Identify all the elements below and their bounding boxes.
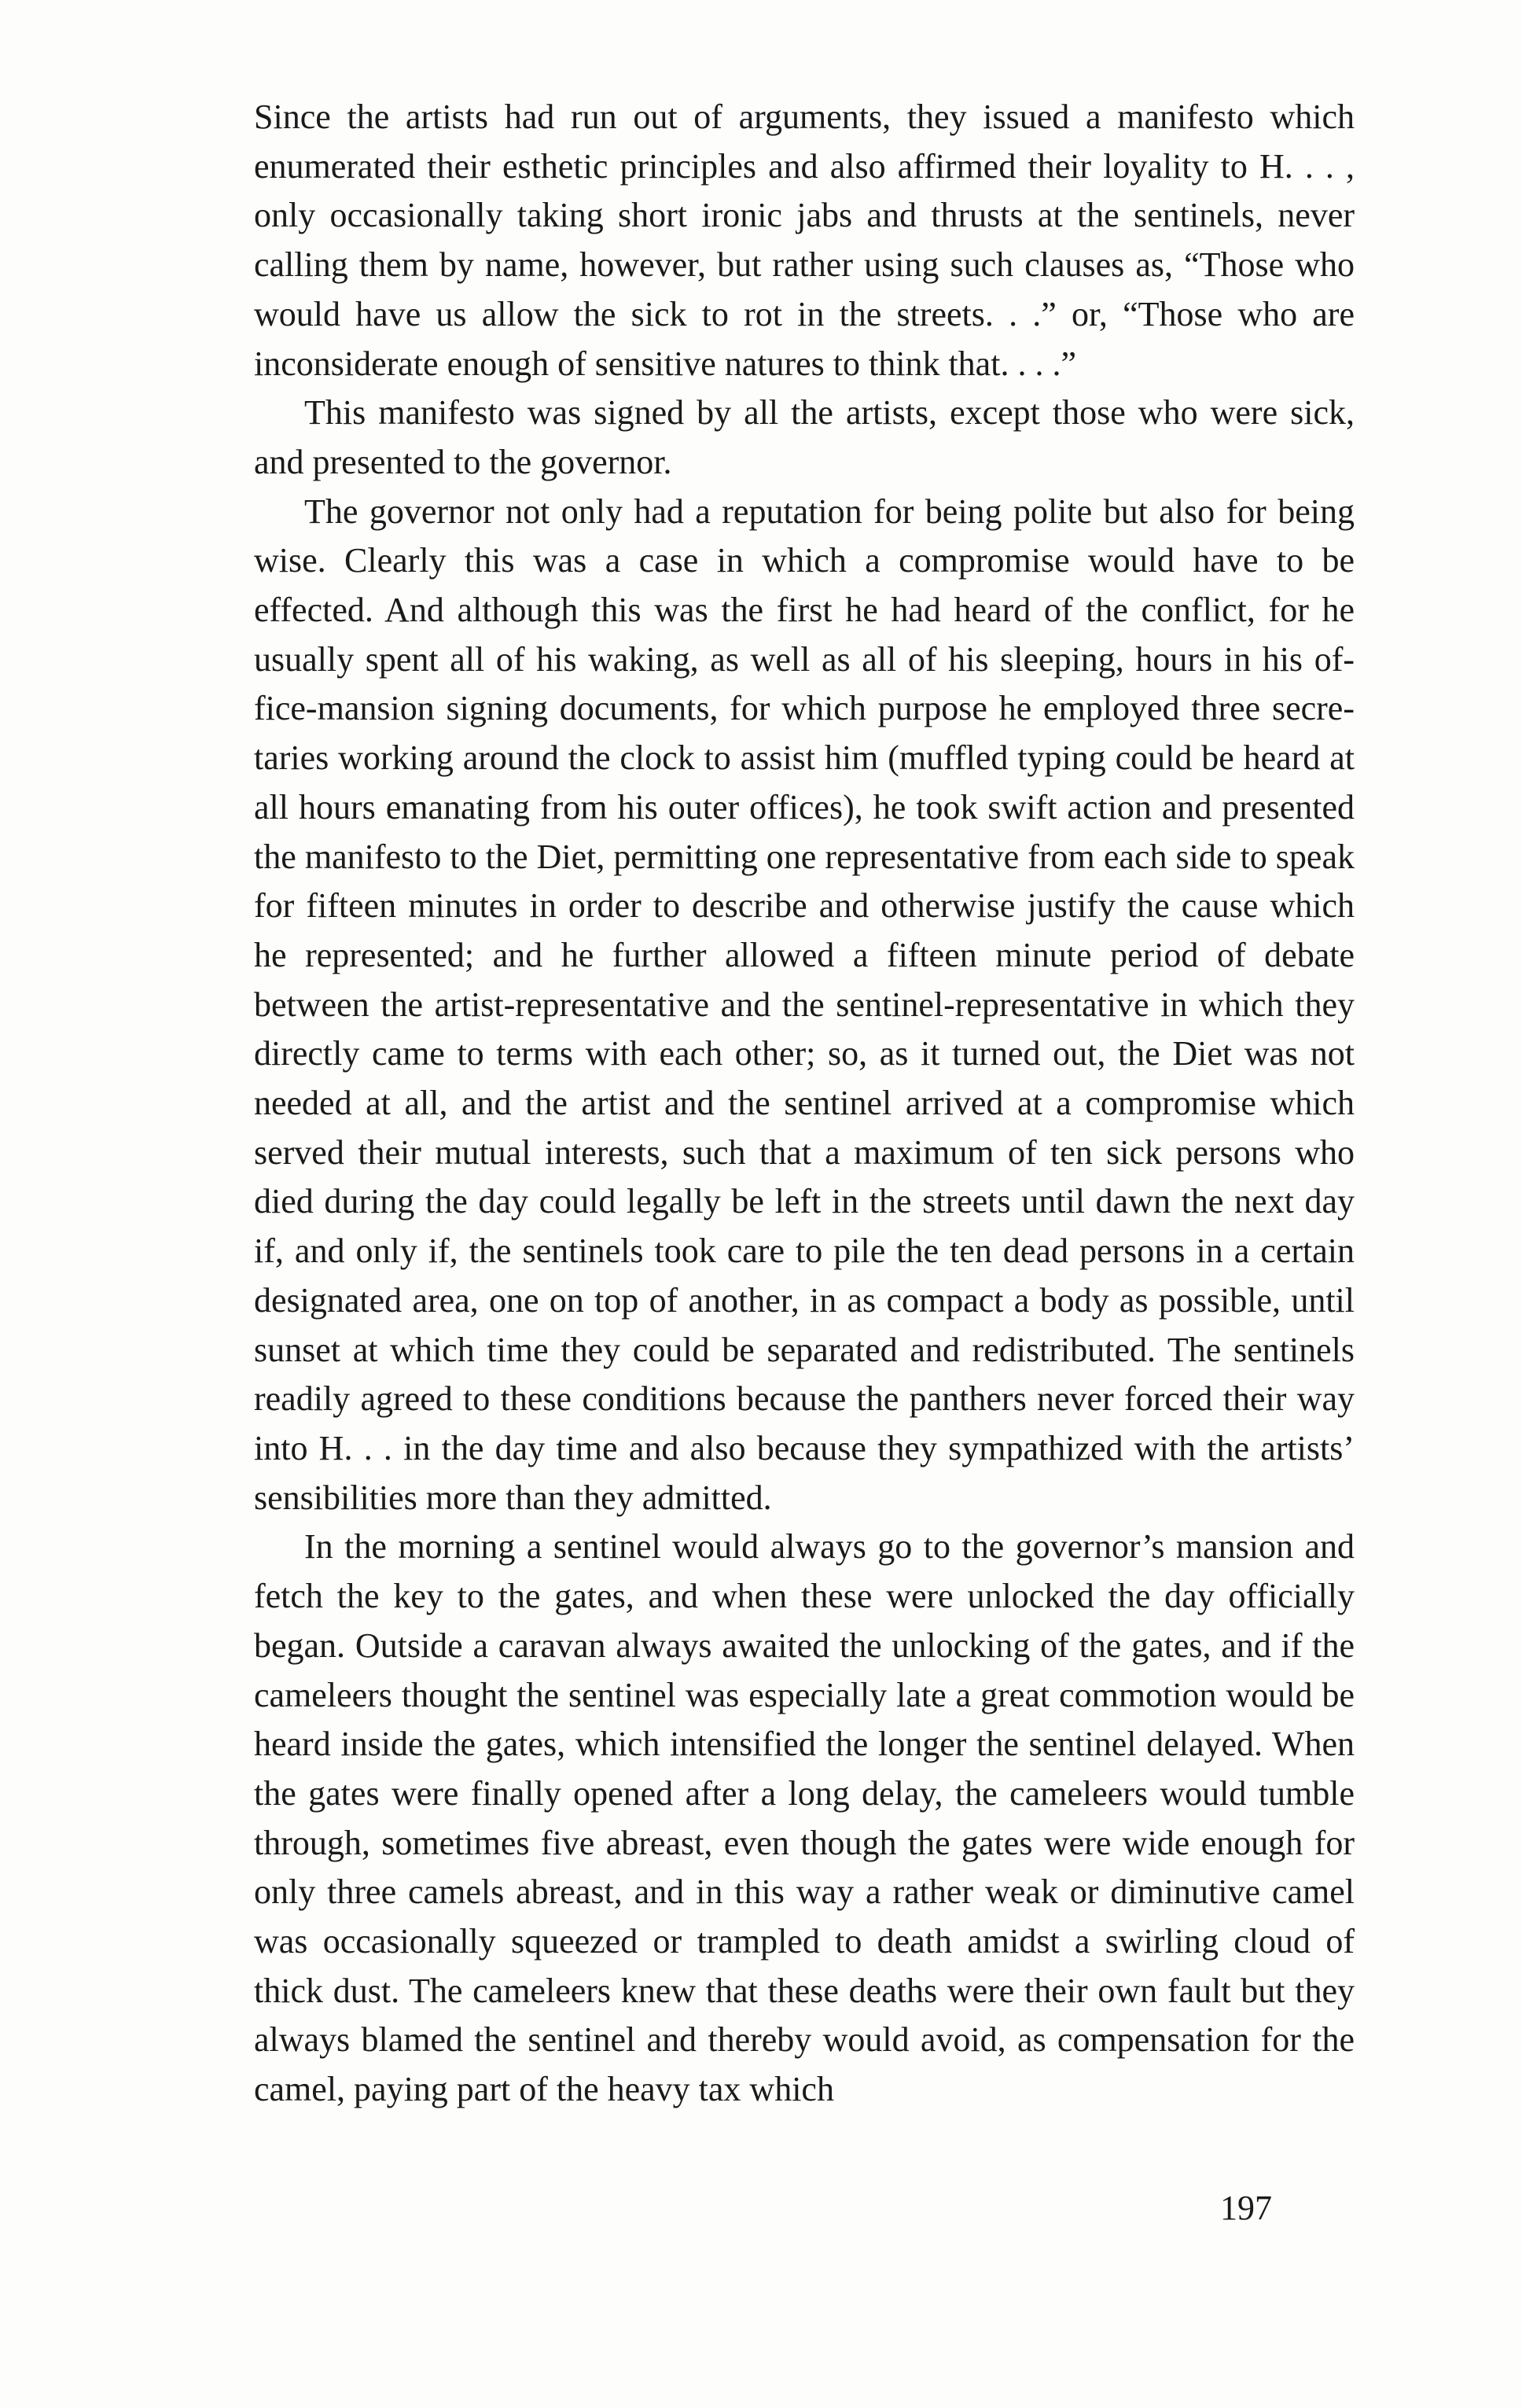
paragraph-governor-compromise: The governor not only had a reputation for being polite but also for being wise. Clearly this was a case in which a compromise would have to be effected. And although this was the first he had heard of the conflict, for he usually spent all of his waking, as well as all of his sleeping, hours in his office-mansion signing documents, for which purpose he employed three secretaries working around the clock to assist him (muffled typing could be heard at all hours emanating from his outer offices), he took swift action and presented the manifesto to the Diet, permitting one representative from each side to speak for fifteen minutes in order to describe and otherwise justify the cause which he represented; and he further allowed a fifteen minute period of debate between the artist-representative and the sentinel-representative in which they directly came to terms with each other; so, as it turned out, the Diet was not needed at all, and the artist and the sentinel arrived at a compromise which served their mutual interests, such that a maximum of ten sick persons who died during the day could legally be left in the streets until dawn the next day if, and only if, the sentinels took care to pile the ten dead persons in a certain designated area, one on top of another, in as compact a body as possible, until sunset at which time they could be separated and redistributed. The sentinels readily agreed to these conditions because the panthers never forced their way into H. . . in the day time and also because they sympathized with the artists’ sensibilities more than they admitted. — [254, 492, 1355, 1517]
paragraph-morning-gates: In the morning a sentinel would always go to the governor’s mansion and fetch the key to the gates, and when these were unlocked the day officially began. Outside a caravan always awaited the unlocking of the gates, and if the cameleers thought the sentinel was especially late a great commotion would be heard inside the gates, which intensified the longer the sentinel delayed. When the gates were finally opened after a long delay, the cameleers would tumble through, sometimes five abreast, even though the gates were wide enough for only three camels abreast, and in this way a rather weak or diminutive camel was occasionally squeezed or trampled to death amidst a swirling cloud of thick dust. The cameleers knew that these deaths were their own fault but they always blamed the sentinel and thereby would avoid, as compensation for the camel, paying part of the heavy tax which — [254, 1527, 1355, 2109]
body-text — [254, 93, 1355, 2115]
page-number: 197 — [1220, 2189, 1272, 2227]
paragraph-manifesto-issued: Since the artists had run out of arguments, they issued a manifesto which enumerated their esthetic principles and also affirmed their loyality to H. . . , only occasionally taking short ironic jabs and thrusts at the sentinels, never calling them by name, however, but rather using such clauses as, “Those who would have us allow the sick to rot in the streets. . .” or, “Those who are inconsiderate enough of sensitive natures to think that. . . .” — [254, 98, 1355, 383]
paragraph-manifesto-signed: This manifesto was signed by all the artists, except those who were sick, and presented to the governor. — [254, 393, 1355, 481]
